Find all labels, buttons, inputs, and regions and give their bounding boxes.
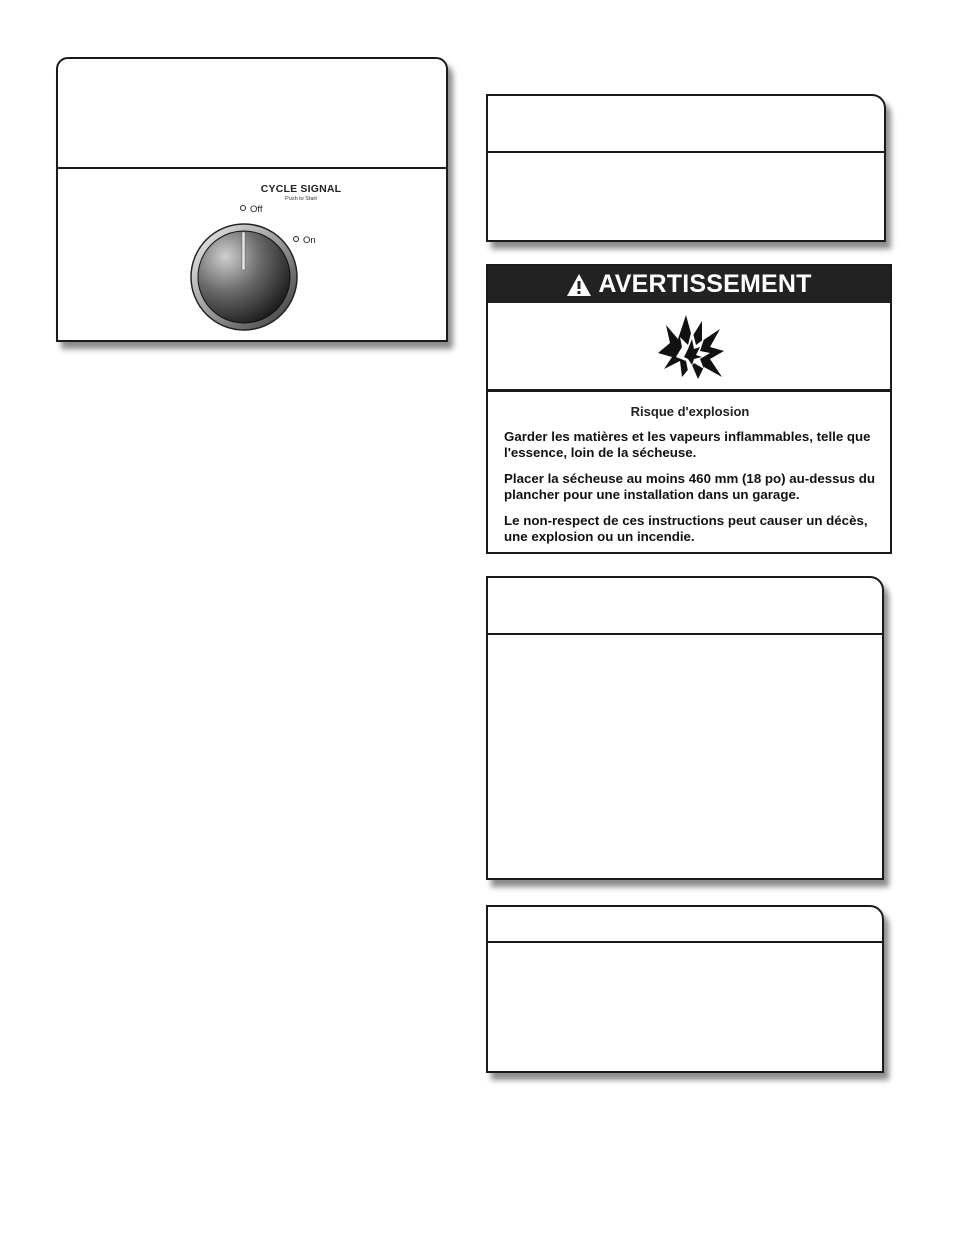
off-indicator	[240, 204, 263, 215]
info-box-top-divider	[488, 151, 884, 153]
info-box-bottom	[486, 905, 884, 1073]
warning-paragraph-2: Placer la sécheuse au moins 460 mm (18 po) au-dessus du plancher pour une installation dans un garage.	[504, 471, 875, 502]
info-box-bottom-divider	[488, 941, 882, 943]
info-box-middle	[486, 576, 884, 880]
warning-paragraph-1: Garder les matières et les vapeurs inflammables, telle que l'essence, loin de la sécheuse.	[504, 429, 871, 460]
cycle-signal-knob[interactable]	[189, 222, 299, 332]
off-dot-icon	[240, 205, 246, 211]
explosion-icon-row	[488, 303, 890, 392]
control-panel-illustration	[56, 57, 448, 342]
off-label: Off	[250, 204, 263, 215]
warning-header	[488, 266, 890, 303]
risk-title: Risque d'explosion	[630, 404, 750, 419]
warning-paragraph-3: Le non-respect de ces instructions peut causer un décès, une explosion ou un incendie.	[504, 513, 868, 544]
info-box-top	[486, 94, 886, 242]
warning-body	[488, 392, 890, 552]
on-label: On	[303, 235, 316, 246]
explosion-icon	[656, 313, 726, 383]
push-to-start-label: Push to Start	[285, 196, 317, 202]
panel-divider	[58, 167, 446, 169]
warning-panel	[486, 264, 892, 554]
cycle-signal-label: CYCLE SIGNAL	[260, 183, 342, 195]
info-box-middle-divider	[488, 633, 882, 635]
warning-triangle-icon	[566, 273, 592, 297]
warning-title: AVERTISSEMENT	[598, 270, 812, 298]
